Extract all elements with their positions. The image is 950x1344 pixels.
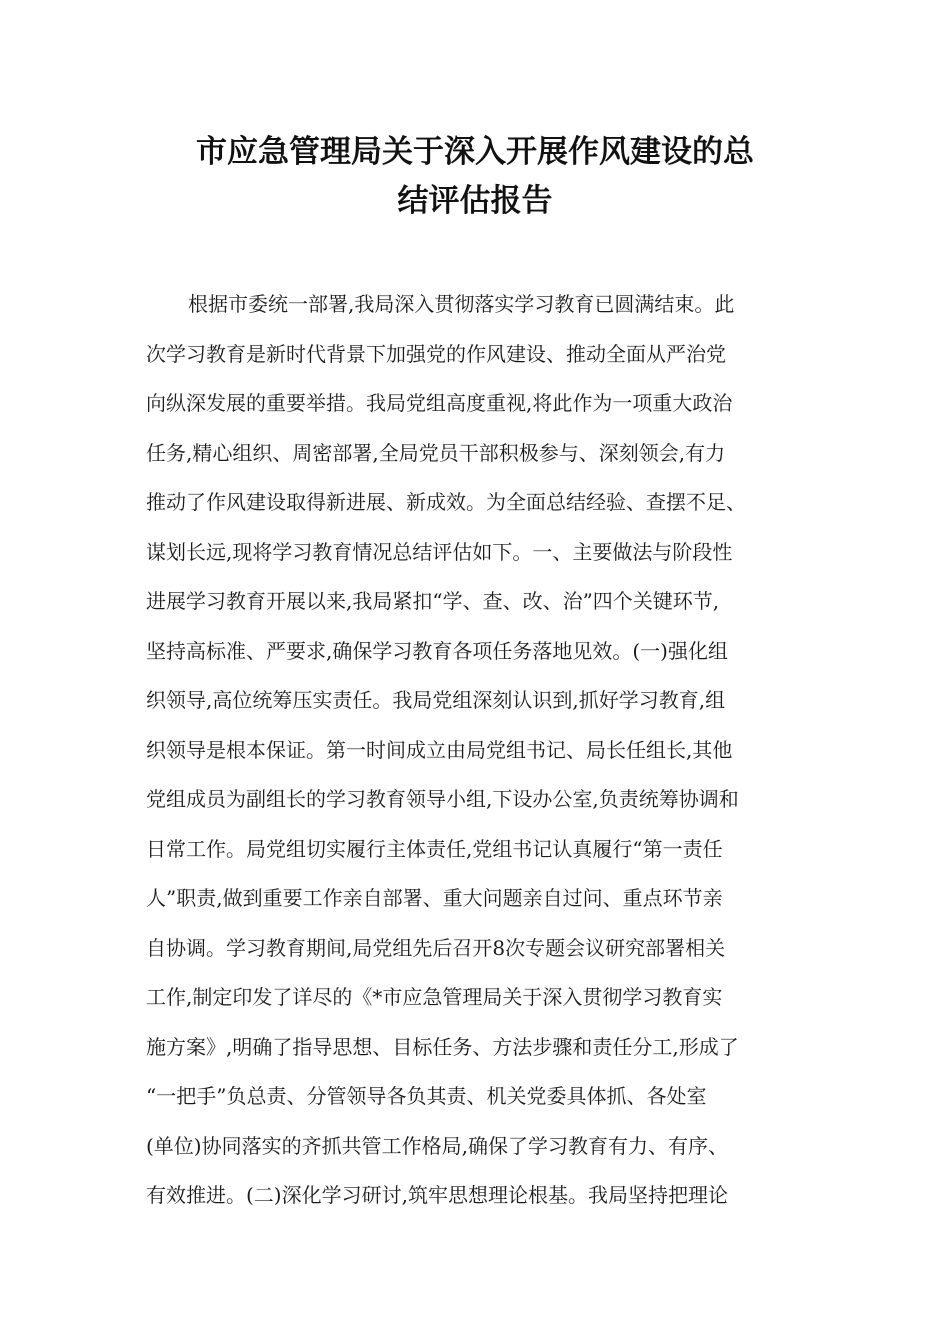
body-line: 任务,精心组织、周密部署,全局党员干部积极参与、深刻领会,有力	[146, 440, 726, 465]
document-body	[146, 280, 826, 1221]
body-line: 有效推进。(二)深化学习研讨,筑牢思想理论根基。我局坚持把理论	[146, 1183, 728, 1207]
body-line: 人”职责,做到重要工作亲自部署、重大问题亲自过问、重点环节亲	[146, 886, 723, 910]
body-line: 党组成员为副组长的学习教育领导小组,下设办公室,负责统筹协调和	[146, 787, 739, 811]
body-line: 工作,制定印发了详尽的《*市应急管理局关于深入贯彻学习教育实	[146, 985, 723, 1009]
body-line: 织领导,高位统筹压实责任。我局党组深刻认识到,抓好学习教育,组	[146, 688, 726, 712]
body-line: 次学习教育是新时代背景下加强党的作风建设、推动全面从严治党	[146, 341, 726, 366]
body-line: 谋划长远,现将学习教育情况总结评估如下。一、主要做法与阶段性	[146, 539, 733, 564]
title-line: 结评估报告	[397, 183, 553, 219]
title-line: 市应急管理局关于深入开展作风建设的总	[196, 134, 754, 170]
body-line: 自协调。学习教育期间,局党组先后召开8次专题会议研究部署相关	[146, 935, 726, 960]
body-line: 坚持高标准、严要求,确保学习教育各项任务落地见效。(一)强化组	[146, 638, 728, 663]
document-title	[120, 128, 830, 226]
body-line: 根据市委统一部署,我局深入贯彻落实学习教育已圆满结束。此	[188, 292, 735, 316]
body-line: 向纵深发展的重要举措。我局党组高度重视,将此作为一项重大政治	[146, 391, 733, 415]
body-line: 施方案》,明确了指导思想、目标任务、方法步骤和责任分工,形成了	[146, 1034, 739, 1059]
body-line: 织领导是根本保证。第一时间成立由局党组书记、局长任组长,其他	[146, 737, 733, 762]
body-line: (单位)协同落实的齐抓共管工作格局,确保了学习教育有力、有序、	[146, 1133, 728, 1158]
body-line: 推动了作风建设取得新进展、新成效。为全面总结经验、查摆不足、	[146, 490, 746, 514]
body-line: 日常工作。局党组切实履行主体责任,党组书记认真履行“第一责任	[146, 836, 723, 861]
body-line: “一把手”负总责、分管领导各负其责、机关党委具体抓、各处室	[146, 1084, 707, 1108]
body-line: 进展学习教育开展以来,我局紧扣“学、查、改、治”四个关键环节,	[146, 589, 720, 613]
